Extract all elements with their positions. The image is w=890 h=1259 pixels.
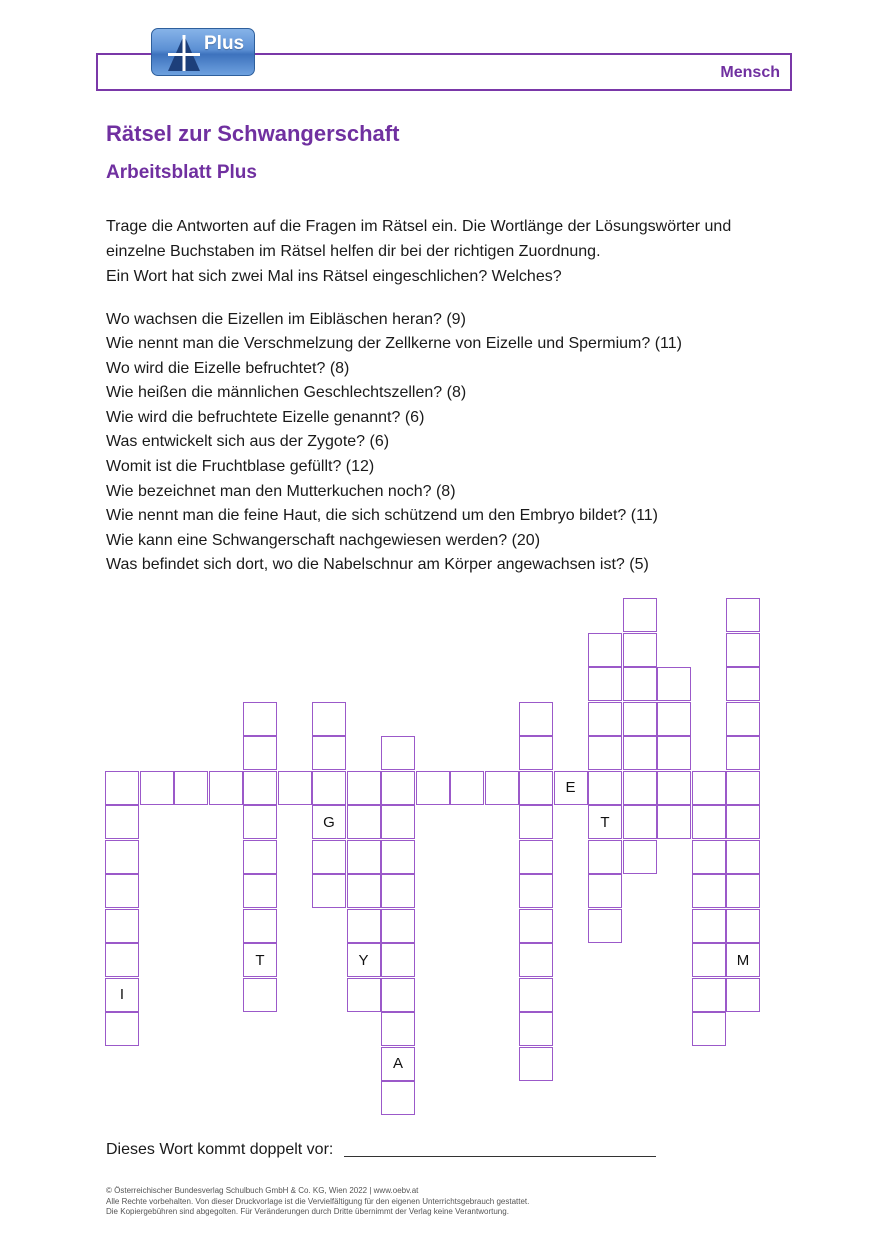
intro-line: einzelne Buchstaben im Rätsel helfen dir bei der richtigen Zuordnung. bbox=[106, 243, 601, 260]
crossword-cell[interactable] bbox=[105, 771, 139, 805]
crossword-cell[interactable] bbox=[657, 736, 691, 770]
crossword-cell[interactable] bbox=[657, 702, 691, 736]
crossword-cell[interactable] bbox=[312, 702, 346, 736]
crossword-cell[interactable] bbox=[692, 874, 726, 908]
crossword-cell[interactable]: A bbox=[381, 1047, 415, 1081]
crossword-cell[interactable] bbox=[381, 909, 415, 943]
crossword-cell[interactable] bbox=[726, 633, 760, 667]
crossword-cell[interactable] bbox=[623, 667, 657, 701]
crossword-cell[interactable] bbox=[381, 978, 415, 1012]
crossword-cell[interactable]: G bbox=[312, 805, 346, 839]
footer-line: Die Kopiergebühren sind abgegolten. Für Veränderungen durch Dritte übernimmt der Verlag keine Verantwortung. bbox=[106, 1207, 509, 1216]
question-item: Wie kann eine Schwangerschaft nachgewiesen werden? (20) bbox=[106, 532, 541, 549]
crossword-cell[interactable] bbox=[174, 771, 208, 805]
question-item: Wie nennt man die Verschmelzung der Zellkerne von Eizelle und Spermium? (11) bbox=[106, 335, 682, 352]
intro-line: Trage die Antworten auf die Fragen im Rätsel ein. Die Wortlänge der Lösungswörter und bbox=[106, 218, 732, 235]
crossword-cell[interactable] bbox=[692, 1012, 726, 1046]
question-item: Wie wird die befruchtete Eizelle genannt? (6) bbox=[106, 409, 425, 426]
crossword-cell[interactable]: T bbox=[588, 805, 622, 839]
crossword-cell[interactable] bbox=[243, 874, 277, 908]
plus-logo bbox=[151, 28, 255, 76]
crossword-cell[interactable] bbox=[381, 943, 415, 977]
crossword-cell[interactable] bbox=[243, 909, 277, 943]
crossword-cell[interactable] bbox=[726, 978, 760, 1012]
crossword-cell[interactable] bbox=[519, 702, 553, 736]
crossword-cell[interactable] bbox=[105, 874, 139, 908]
crossword-cell[interactable] bbox=[657, 771, 691, 805]
crossword-cell[interactable] bbox=[105, 1012, 139, 1046]
crossword-cell[interactable] bbox=[312, 840, 346, 874]
crossword-cell[interactable] bbox=[692, 840, 726, 874]
crossword-cell[interactable] bbox=[450, 771, 484, 805]
triangle-logo-icon bbox=[166, 33, 202, 73]
question-item: Was entwickelt sich aus der Zygote? (6) bbox=[106, 433, 390, 450]
crossword-cell[interactable] bbox=[381, 771, 415, 805]
answer-line[interactable] bbox=[344, 1156, 656, 1157]
question-item: Wie bezeichnet man den Mutterkuchen noch? (8) bbox=[106, 483, 456, 500]
crossword-cell[interactable] bbox=[588, 771, 622, 805]
crossword-cell[interactable] bbox=[623, 736, 657, 770]
crossword-cell[interactable] bbox=[588, 874, 622, 908]
crossword-cell[interactable]: T bbox=[243, 943, 277, 977]
crossword-cell[interactable] bbox=[381, 1012, 415, 1046]
crossword-cell[interactable]: E bbox=[554, 771, 588, 805]
crossword-cell[interactable] bbox=[105, 909, 139, 943]
crossword-cell[interactable] bbox=[519, 909, 553, 943]
crossword-cell[interactable] bbox=[105, 805, 139, 839]
page-subtitle: Arbeitsblatt Plus bbox=[106, 162, 257, 183]
crossword-cell[interactable] bbox=[347, 840, 381, 874]
answer-prompt: Dieses Wort kommt doppelt vor: bbox=[106, 1141, 334, 1158]
crossword-cell[interactable] bbox=[519, 805, 553, 839]
crossword-cell[interactable] bbox=[623, 805, 657, 839]
crossword-cell[interactable] bbox=[519, 1047, 553, 1081]
crossword-cell[interactable] bbox=[588, 667, 622, 701]
page-title: Rätsel zur Schwangerschaft bbox=[106, 121, 400, 146]
crossword-cell[interactable] bbox=[623, 598, 657, 632]
question-item: Wo wachsen die Eizellen im Eibläschen heran? (9) bbox=[106, 311, 466, 328]
crossword-cell[interactable] bbox=[243, 805, 277, 839]
crossword-cell[interactable] bbox=[278, 771, 312, 805]
crossword-cell[interactable] bbox=[381, 1081, 415, 1115]
question-item: Wie heißen die männlichen Geschlechtszellen? (8) bbox=[106, 384, 467, 401]
crossword-cell[interactable] bbox=[588, 633, 622, 667]
crossword-cell[interactable] bbox=[692, 943, 726, 977]
crossword-cell[interactable] bbox=[312, 874, 346, 908]
crossword-cell[interactable] bbox=[726, 909, 760, 943]
question-item: Was befindet sich dort, wo die Nabelschnur am Körper angewachsen ist? (5) bbox=[106, 556, 649, 573]
crossword-cell[interactable] bbox=[347, 771, 381, 805]
crossword-cell[interactable] bbox=[243, 978, 277, 1012]
crossword-cell[interactable] bbox=[243, 840, 277, 874]
crossword-cell[interactable] bbox=[519, 736, 553, 770]
crossword-cell[interactable] bbox=[347, 874, 381, 908]
crossword-cell[interactable] bbox=[623, 840, 657, 874]
question-item: Wo wird die Eizelle befruchtet? (8) bbox=[106, 360, 350, 377]
question-item: Wie nennt man die feine Haut, die sich schützend um den Embryo bildet? (11) bbox=[106, 507, 658, 524]
crossword-cell[interactable] bbox=[692, 909, 726, 943]
crossword-cell[interactable] bbox=[623, 771, 657, 805]
crossword-cell[interactable] bbox=[381, 840, 415, 874]
crossword-cell[interactable] bbox=[105, 943, 139, 977]
crossword-cell[interactable] bbox=[519, 840, 553, 874]
crossword-cell[interactable] bbox=[209, 771, 243, 805]
crossword-cell[interactable] bbox=[485, 771, 519, 805]
crossword-cell[interactable] bbox=[623, 702, 657, 736]
crossword-cell[interactable] bbox=[312, 736, 346, 770]
crossword-cell[interactable] bbox=[140, 771, 174, 805]
crossword-cell[interactable] bbox=[588, 840, 622, 874]
crossword-cell[interactable] bbox=[726, 702, 760, 736]
crossword-cell[interactable] bbox=[726, 874, 760, 908]
crossword-cell[interactable] bbox=[519, 978, 553, 1012]
crossword-cell[interactable] bbox=[588, 909, 622, 943]
crossword-cell[interactable] bbox=[657, 805, 691, 839]
logo-text: Plus bbox=[204, 33, 245, 54]
crossword-cell[interactable] bbox=[243, 736, 277, 770]
crossword-cell[interactable] bbox=[347, 909, 381, 943]
crossword-cell[interactable] bbox=[726, 805, 760, 839]
crossword-cell[interactable] bbox=[657, 667, 691, 701]
subject-label: Mensch bbox=[720, 64, 780, 81]
intro-line: Ein Wort hat sich zwei Mal ins Rätsel eingeschlichen? Welches? bbox=[106, 268, 562, 285]
crossword-cell[interactable] bbox=[381, 805, 415, 839]
footer-line: © Österreichischer Bundesverlag Schulbuch GmbH & Co. KG, Wien 2022 | www.oebv.at bbox=[106, 1186, 419, 1195]
crossword-cell[interactable] bbox=[623, 633, 657, 667]
crossword-cell[interactable] bbox=[588, 702, 622, 736]
crossword-cell[interactable] bbox=[105, 840, 139, 874]
crossword-cell[interactable] bbox=[519, 1012, 553, 1046]
crossword-cell[interactable] bbox=[692, 978, 726, 1012]
crossword-cell[interactable] bbox=[381, 736, 415, 770]
crossword-cell[interactable] bbox=[312, 771, 346, 805]
crossword-cell[interactable] bbox=[243, 771, 277, 805]
crossword-cell[interactable] bbox=[588, 736, 622, 770]
crossword-cell[interactable]: M bbox=[726, 943, 760, 977]
crossword-cell[interactable] bbox=[726, 736, 760, 770]
crossword-cell[interactable] bbox=[692, 805, 726, 839]
crossword-cell[interactable] bbox=[416, 771, 450, 805]
crossword-cell[interactable] bbox=[519, 943, 553, 977]
crossword-cell[interactable] bbox=[519, 874, 553, 908]
crossword-cell[interactable] bbox=[519, 771, 553, 805]
crossword-cell[interactable] bbox=[726, 667, 760, 701]
crossword-cell[interactable] bbox=[726, 598, 760, 632]
crossword-cell[interactable]: Y bbox=[347, 943, 381, 977]
footer-line: Alle Rechte vorbehalten. Von dieser Druckvorlage ist die Vervielfältigung für den eigenen Unterrichtsgebrauch gestattet. bbox=[106, 1197, 530, 1206]
question-item: Womit ist die Fruchtblase gefüllt? (12) bbox=[106, 458, 375, 475]
crossword-cell[interactable] bbox=[347, 978, 381, 1012]
crossword-cell[interactable] bbox=[381, 874, 415, 908]
crossword-cell[interactable]: I bbox=[105, 978, 139, 1012]
crossword-cell[interactable] bbox=[347, 805, 381, 839]
crossword-cell[interactable] bbox=[726, 840, 760, 874]
crossword-cell[interactable] bbox=[692, 771, 726, 805]
crossword-cell[interactable] bbox=[726, 771, 760, 805]
crossword-cell[interactable] bbox=[243, 702, 277, 736]
